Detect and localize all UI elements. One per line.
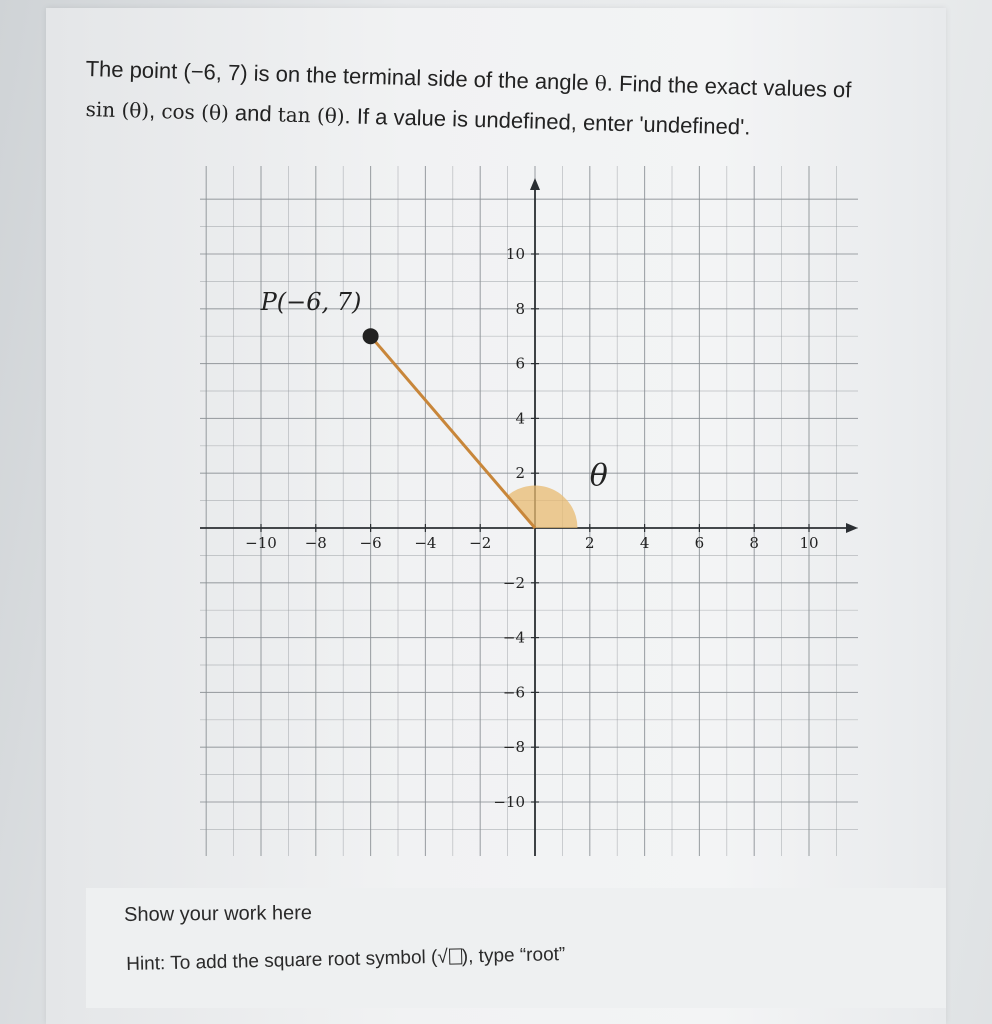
point-coordinates: (−6, 7) (183, 58, 248, 86)
x-tick-label: −8 (304, 534, 327, 552)
y-tick-label: −8 (502, 738, 525, 757)
show-work-label: Show your work here (124, 902, 313, 926)
x-tick-label: −6 (359, 534, 382, 552)
separator: and (228, 100, 279, 127)
separator: , (148, 97, 162, 124)
y-axis-arrow-icon (530, 178, 540, 190)
y-tick-label: 4 (515, 409, 525, 428)
x-tick-label: 2 (585, 534, 595, 552)
y-tick-label: −10 (493, 793, 525, 811)
question-text: . Find the exact values of (606, 70, 852, 103)
x-tick-label: 10 (799, 534, 819, 552)
x-tick-label: −10 (245, 534, 277, 552)
y-tick-label: 10 (505, 245, 525, 263)
y-tick-label: 6 (515, 354, 525, 373)
question-text: . If a value is undefined, enter 'undefined'. (344, 103, 751, 140)
sin-expression: sin (θ) (85, 96, 150, 123)
question-text: The point (85, 56, 184, 84)
x-tick-label: −4 (414, 534, 437, 552)
point-marker (363, 328, 379, 344)
point-label: P(−6, 7) (260, 288, 362, 317)
theta-symbol: θ (594, 71, 608, 96)
hint-text-start: Hint: To add the square root symbol (√ (126, 946, 449, 975)
cos-expression: cos (θ) (161, 99, 230, 125)
x-tick-label: 8 (749, 534, 759, 552)
y-tick-label: −4 (502, 628, 525, 647)
x-tick-label: 6 (694, 534, 705, 552)
placeholder-box-icon (449, 948, 462, 964)
x-tick-label: 4 (639, 534, 650, 552)
x-tick-label: −2 (469, 534, 492, 552)
mark-layer (260, 288, 608, 528)
question-text: is on the terminal side of the angle (247, 60, 596, 96)
hint-text-end: ), type “root” (461, 944, 566, 968)
tan-expression: tan (θ) (277, 102, 345, 129)
y-tick-label: 8 (515, 299, 525, 318)
y-tick-label: −6 (502, 683, 525, 702)
y-tick-label: 2 (515, 464, 525, 483)
y-tick-label: −2 (502, 573, 525, 592)
angle-label: θ (589, 458, 608, 494)
x-axis-arrow-icon (846, 523, 858, 533)
